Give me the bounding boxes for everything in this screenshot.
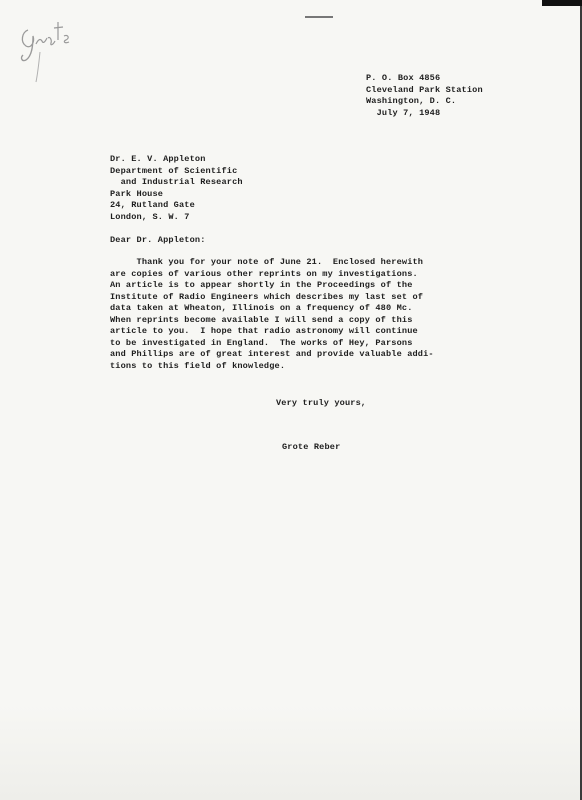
recipient-line: London, S. W. 7 [110, 211, 190, 222]
recipient-line: 24, Rutland Gate [110, 200, 195, 210]
body-line: Thank you for your note of June 21. Enclosed herewith [110, 257, 424, 267]
handwritten-initials [14, 8, 74, 88]
scan-top-border [542, 0, 582, 6]
recipient-line: Dr. E. V. Appleton [110, 154, 206, 164]
return-address [366, 73, 483, 119]
body-line: tions to this field of knowledge. [110, 360, 286, 371]
body-line: Institute of Radio Engineers which describes my last set of [110, 291, 424, 302]
scan-mark [305, 16, 333, 18]
recipient-line: Department of Scientific [110, 165, 238, 176]
body-line: to be investigated in England. The works of Hey, Parsons [110, 337, 413, 348]
body-line: and Phillips are of great interest and provide valuable addi- [110, 349, 434, 359]
body-line: article to you. I hope that radio astronomy will continue [110, 326, 418, 336]
return-address-line: Cleveland Park Station [366, 84, 483, 95]
signature-name: Grote Reber [282, 442, 341, 452]
return-address-line: P. O. Box 4856 [366, 73, 441, 83]
return-address-line: Washington, D. C. [366, 96, 457, 106]
recipient-line: and Industrial Research [110, 177, 243, 187]
letter-date: July 7, 1948 [366, 107, 441, 118]
body-line: data taken at Wheaton, Illinois on a frequency of 480 Mc. [110, 303, 413, 313]
recipient-line: Park House [110, 188, 164, 199]
salutation: Dear Dr. Appleton: [110, 235, 206, 245]
complimentary-close: Very truly yours, [276, 398, 367, 408]
body-line: When reprints become available I will send a copy of this [110, 314, 413, 325]
body-line: An article is to appear shortly in the Proceedings of the [110, 280, 413, 290]
letter-body [110, 257, 434, 372]
page-bottom-shade [0, 705, 580, 800]
recipient-address [110, 154, 243, 223]
body-line: are copies of various other reprints on my investigations. [110, 268, 418, 279]
